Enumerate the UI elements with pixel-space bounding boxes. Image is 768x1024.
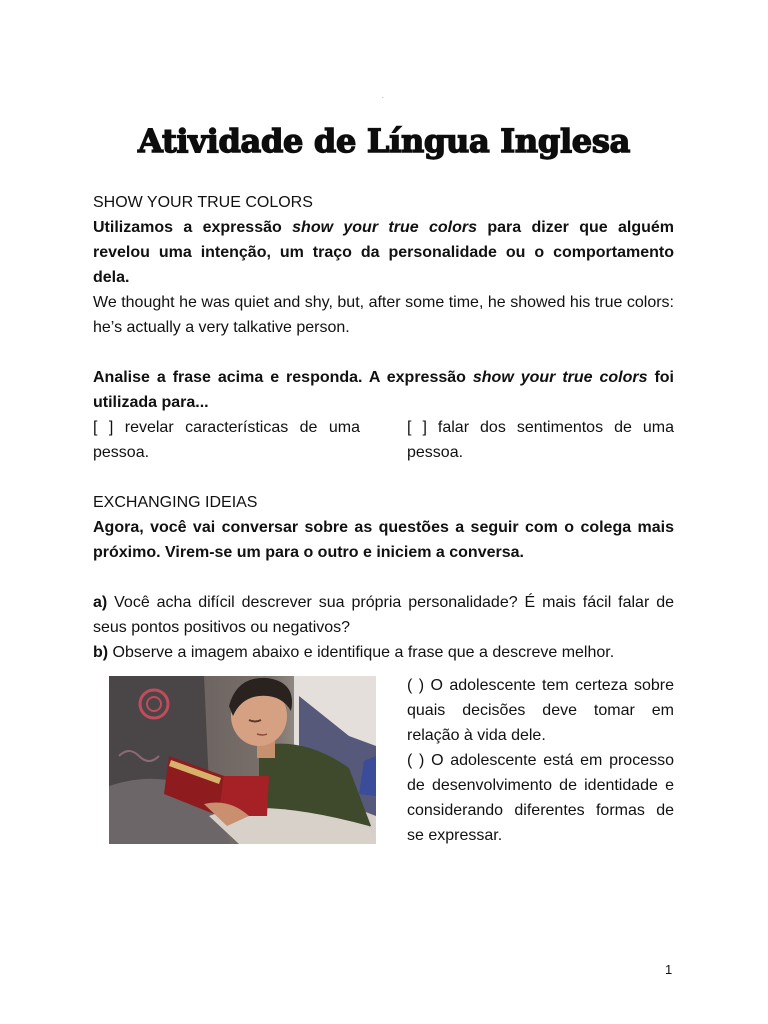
option-reveal-characteristics[interactable]: [ ] revelar características de uma pessoa. [93,419,360,461]
statement-option-2[interactable]: ( ) O adolescente está em processo de desenvolvimento de identidade e considerando diferentes formas de se expressar. [407,752,674,844]
discussion-item-b: b) Observe a imagem abaixo e identifique a frase que a descreve melhor. [93,644,615,661]
question-prompt: Analise a frase acima e responda. A expressão show your true colors foi utilizada para... [93,369,675,411]
expression-definition: Utilizamos a expressão show your true colors para dizer que alguém revelou uma intenção, um traço da personalidade ou o comportamento dela. [93,219,675,286]
statements-column [407,673,674,848]
answer-options [93,415,674,465]
page-dot: . [382,94,384,100]
statement-option-1[interactable]: ( ) O adolescente tem certeza sobre quais decisões deve tomar em relação à vida dele. [407,677,674,744]
teen-reading-photo [109,676,376,844]
page-title: Atividade de Língua Inglesa [137,122,631,160]
conversation-instructions: Agora, você vai conversar sobre as questões a seguir com o colega mais próximo. Virem-se um para o outro e iniciem a conversa. [93,519,674,561]
discussion-item-a: a) Você acha difícil descrever sua própria personalidade? É mais fácil falar de seus pontos positivos ou negativos? [93,594,674,636]
teen-reading-illustration [109,676,376,844]
document-body [93,190,674,848]
image-question-row [93,673,674,848]
page-number: 1 [665,962,673,977]
option-talk-feelings[interactable]: [ ] falar dos sentimentos de uma pessoa. [407,419,674,461]
example-sentence: We thought he was quiet and shy, but, after some time, he showed his true colors: he’s actually a very talkative person. [93,294,674,336]
section-heading-true-colors: SHOW YOUR TRUE COLORS [93,194,313,211]
section-heading-exchanging-ideas: EXCHANGING IDEIAS [93,494,258,511]
